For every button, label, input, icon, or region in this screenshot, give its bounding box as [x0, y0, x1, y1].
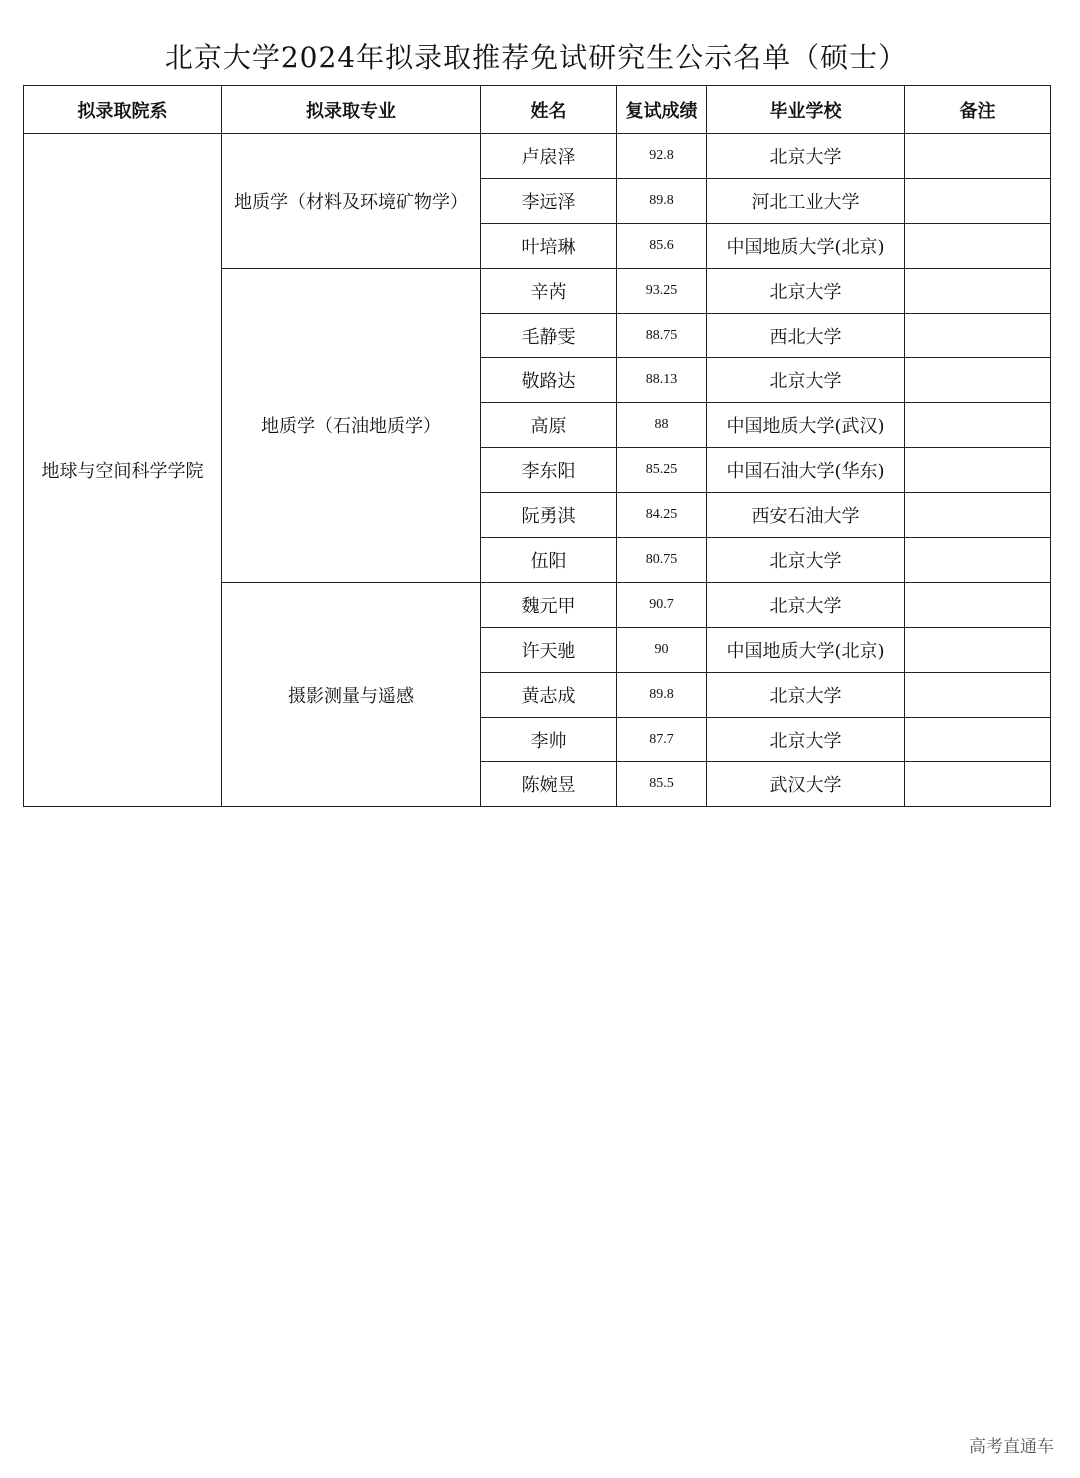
student-note	[905, 538, 1051, 583]
student-score: 85.25	[617, 448, 707, 493]
student-note	[905, 134, 1051, 179]
student-school: 武汉大学	[707, 762, 905, 807]
student-name: 陈婉昱	[481, 762, 617, 807]
student-name: 毛静雯	[481, 313, 617, 358]
student-name: 辛芮	[481, 268, 617, 313]
student-school: 北京大学	[707, 582, 905, 627]
student-note	[905, 313, 1051, 358]
student-school: 北京大学	[707, 268, 905, 313]
student-note	[905, 448, 1051, 493]
student-note	[905, 717, 1051, 762]
student-school: 中国地质大学(武汉)	[707, 403, 905, 448]
student-name: 黄志成	[481, 672, 617, 717]
major-cell: 地质学（石油地质学）	[222, 268, 481, 582]
header-row	[24, 86, 1051, 134]
student-score: 89.8	[617, 178, 707, 223]
student-note	[905, 268, 1051, 313]
student-score: 90.7	[617, 582, 707, 627]
student-note	[905, 672, 1051, 717]
student-score: 89.8	[617, 672, 707, 717]
student-note	[905, 762, 1051, 807]
student-name: 阮勇淇	[481, 493, 617, 538]
header-department: 拟录取院系	[24, 86, 222, 134]
student-note	[905, 178, 1051, 223]
student-score: 80.75	[617, 538, 707, 583]
student-school: 北京大学	[707, 134, 905, 179]
header-name: 姓名	[481, 86, 617, 134]
student-name: 卢扆泽	[481, 134, 617, 179]
student-score: 93.25	[617, 268, 707, 313]
student-note	[905, 223, 1051, 268]
student-score: 85.5	[617, 762, 707, 807]
header-school: 毕业学校	[707, 86, 905, 134]
department-cell: 地球与空间科学学院	[24, 134, 222, 807]
student-school: 中国地质大学(北京)	[707, 223, 905, 268]
student-score: 88	[617, 403, 707, 448]
student-score: 84.25	[617, 493, 707, 538]
student-name: 李东阳	[481, 448, 617, 493]
student-school: 中国地质大学(北京)	[707, 627, 905, 672]
header-major: 拟录取专业	[222, 86, 481, 134]
student-score: 90	[617, 627, 707, 672]
student-school: 北京大学	[707, 358, 905, 403]
student-school: 中国石油大学(华东)	[707, 448, 905, 493]
student-score: 92.8	[617, 134, 707, 179]
student-school: 西北大学	[707, 313, 905, 358]
student-school: 北京大学	[707, 717, 905, 762]
student-score: 85.6	[617, 223, 707, 268]
student-name: 李帅	[481, 717, 617, 762]
student-note	[905, 358, 1051, 403]
student-note	[905, 627, 1051, 672]
major-cell: 摄影测量与遥感	[222, 582, 481, 806]
major-cell: 地质学（材料及环境矿物学）	[222, 134, 481, 269]
student-name: 李远泽	[481, 178, 617, 223]
student-name: 魏元甲	[481, 582, 617, 627]
student-name: 高原	[481, 403, 617, 448]
student-score: 87.7	[617, 717, 707, 762]
admission-table	[23, 85, 1051, 807]
watermark-text: 高考直通车	[969, 1437, 1054, 1457]
student-school: 北京大学	[707, 538, 905, 583]
student-note	[905, 582, 1051, 627]
student-name: 敬路达	[481, 358, 617, 403]
student-score: 88.75	[617, 313, 707, 358]
student-name: 伍阳	[481, 538, 617, 583]
table-row	[24, 134, 1051, 179]
student-name: 许天驰	[481, 627, 617, 672]
student-score: 88.13	[617, 358, 707, 403]
student-school: 北京大学	[707, 672, 905, 717]
page-title: 北京大学2024年拟录取推荐免试研究生公示名单（硕士）	[164, 41, 908, 74]
student-name: 叶培琳	[481, 223, 617, 268]
student-note	[905, 403, 1051, 448]
student-note	[905, 493, 1051, 538]
student-school: 西安石油大学	[707, 493, 905, 538]
student-school: 河北工业大学	[707, 178, 905, 223]
header-score: 复试成绩	[617, 86, 707, 134]
header-note: 备注	[905, 86, 1051, 134]
